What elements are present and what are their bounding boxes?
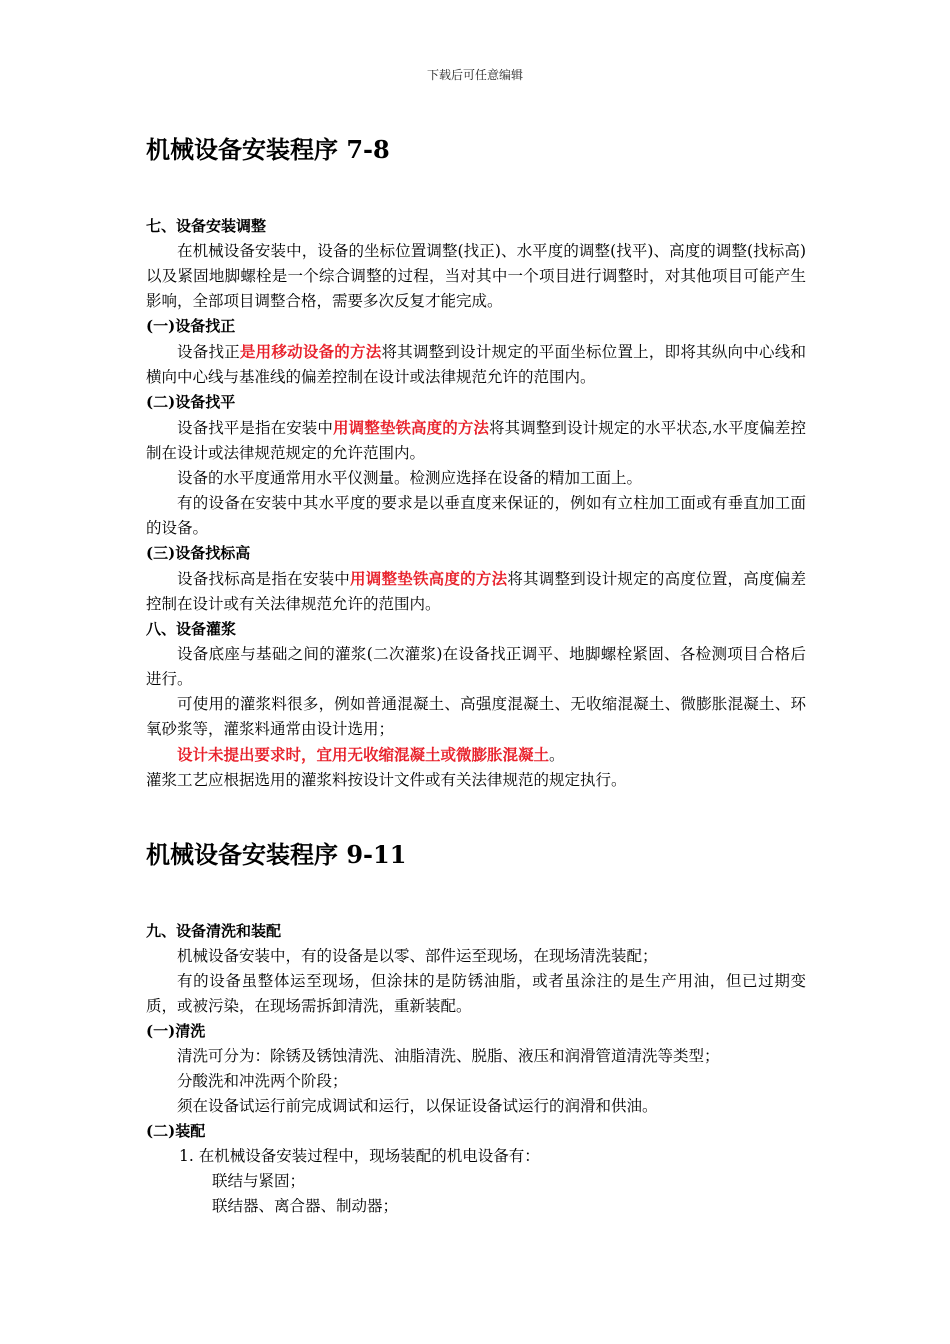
- paragraph-clean-3: 须在设备试运行前完成调试和运行，以保证设备试运行的润滑和供油。: [177, 1097, 658, 1115]
- heading-level: (二)设备找平: [146, 393, 236, 411]
- paragraph-clean-1: 清洗可分为：除锈及锈蚀清洗、油脂清洗、脱脂、液压和润滑管道清洗等类型；: [177, 1047, 720, 1065]
- highlight-text: 是用移动设备的方法: [239, 342, 382, 361]
- section-title-9-11: 机械设备安装程序 9-11: [146, 840, 407, 869]
- section-title-7-8: 机械设备安装程序 7-8: [146, 135, 390, 164]
- highlight-text: 用调整垫铁高度的方法: [350, 569, 508, 588]
- heading-clean: (一)清洗: [146, 1022, 206, 1040]
- paragraph-sec7-intro: 在机械设备安装中，设备的坐标位置调整(找正)、水平度的调整(找平)、高度的调整(找标高)以及紧固地脚螺栓是一个综合调整的过程，当对其中一个项目进行调整时，对其他项目可能产生影响，全部项目调整合格，需要多次反复才能完成。: [146, 242, 806, 310]
- list-item-assembly-1: 1. 在机械设备安装过程中，现场装配的机电设备有：: [179, 1147, 540, 1165]
- paragraph-clean-2: 分酸洗和冲洗两个阶段；: [177, 1072, 348, 1090]
- page-header: 下载后可任意编辑: [426, 68, 523, 82]
- heading-assembly: (二)装配: [146, 1122, 206, 1140]
- paragraph-grout-3: 设计未提出要求时，宜用无收缩混凝土或微膨胀混凝土。: [177, 745, 565, 764]
- paragraph-grout-4: 灌浆工艺应根据选用的灌浆料按设计文件或有关法律规范的规定执行。: [146, 771, 627, 789]
- paragraph-level: 设备找平是指在安装中用调整垫铁高度的方法将其调整到设计规定的水平状态,水平度偏差控制在设计或法律规范规定的允许范围内。: [146, 418, 806, 462]
- paragraph-elevation: 设备找标高是指在安装中用调整垫铁高度的方法将其调整到设计规定的高度位置，高度偏差控制在设计或有关法律规范允许的范围内。: [146, 569, 806, 613]
- highlight-text: 用调整垫铁高度的方法: [333, 418, 490, 437]
- paragraph-sec9-1: 机械设备安装中，有的设备是以零、部件运至现场，在现场清洗装配；: [177, 947, 658, 965]
- heading-sec7: 七、设备安装调整: [146, 217, 267, 235]
- paragraph-grout-1: 设备底座与基础之间的灌浆(二次灌浆)在设备找正调平、地脚螺栓紧固、各检测项目合格后进行。: [146, 645, 806, 688]
- highlight-text: 设计未提出要求时，宜用无收缩混凝土或微膨胀混凝土: [177, 745, 550, 764]
- list-subitem-b: 联结器、离合器、制动器；: [212, 1197, 399, 1215]
- heading-sec8: 八、设备灌浆: [146, 620, 237, 638]
- paragraph-level-2: 设备的水平度通常用水平仪测量。检测应选择在设备的精加工面上。: [177, 469, 643, 487]
- heading-align: (一)设备找正: [146, 317, 236, 335]
- paragraph-sec9-2: 有的设备虽整体运至现场，但涂抹的是防锈油脂，或者虽涂注的是生产用油，但已过期变质，或被污染，在现场需拆卸清洗，重新装配。: [146, 972, 806, 1015]
- list-subitem-a: 联结与紧固；: [212, 1172, 306, 1190]
- paragraph-level-3: 有的设备在安装中其水平度的要求是以垂直度来保证的，例如有立柱加工面或有垂直加工面的设备。: [146, 494, 806, 537]
- heading-sec9: 九、设备清洗和装配: [146, 922, 282, 940]
- heading-elevation: (三)设备找标高: [146, 544, 251, 562]
- document-body: [146, 132, 806, 1219]
- paragraph-align: 设备找正是用移动设备的方法将其调整到设计规定的平面坐标位置上，即将其纵向中心线和横向中心线与基准线的偏差控制在设计或法律规范允许的范围内。: [146, 342, 806, 386]
- paragraph-grout-2: 可使用的灌浆料很多，例如普通混凝土、高强度混凝土、无收缩混凝土、微膨胀混凝土、环氧砂浆等，灌浆料通常由设计选用；: [146, 695, 806, 738]
